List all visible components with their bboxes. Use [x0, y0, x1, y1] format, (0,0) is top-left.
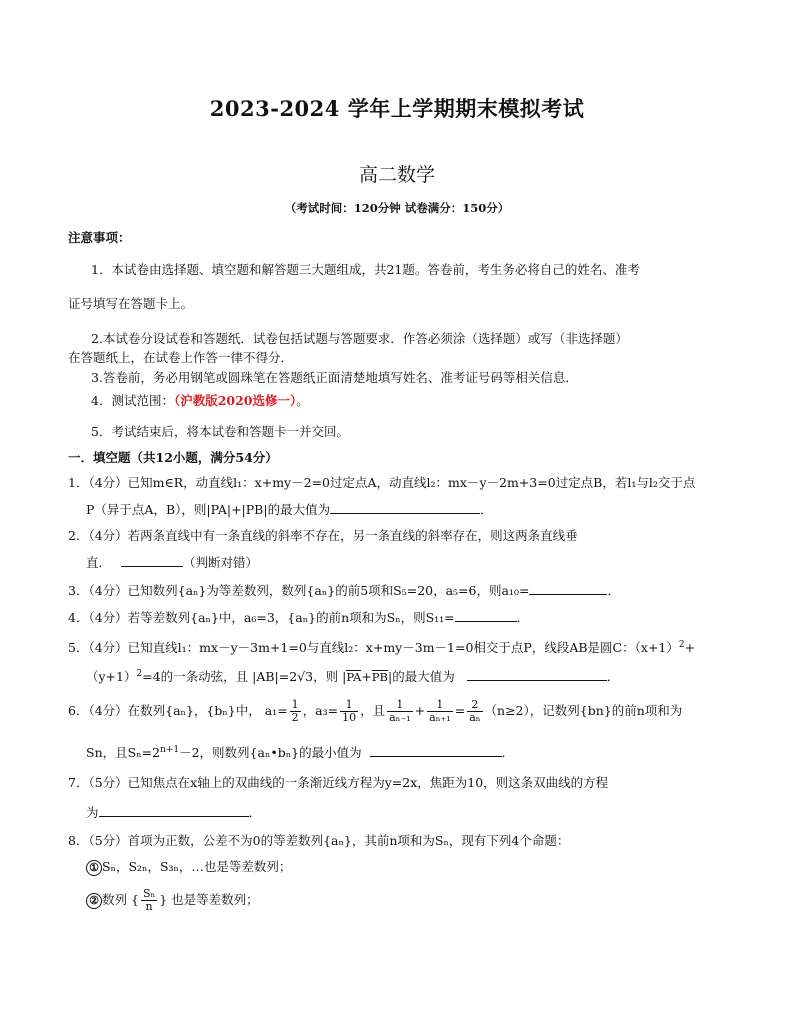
numerator: Sₙ: [142, 887, 156, 900]
denominator: aₙ: [469, 711, 481, 724]
numerator: 1: [340, 699, 358, 712]
q5-line-1: [68, 637, 695, 656]
exam-meta: （考试时间：120分钟 试卷满分：150分）: [284, 201, 510, 215]
vector-pb: PB: [371, 670, 388, 685]
q5-text: 5．（4分）已知直线l₁：mx－y－3m+1=0与直线l₂：x+my－3m－1=0相交于点P，线段AB是圆C：（x+1）: [68, 640, 679, 656]
q8-item-2: [86, 884, 259, 916]
answer-blank[interactable]: [99, 804, 249, 817]
superscript: n+1: [160, 745, 180, 755]
numerator: 1: [427, 699, 453, 712]
q3-text: 3．（4分）已知数列{aₙ}为等差数列，数列{aₙ}的前5项和S₅=20，a₅=6，则a₁₀=: [68, 583, 530, 598]
q8-line-1: 8．（5分）首项为正数，公差不为0的等差数列{aₙ}，其前n项和为Sₙ，现有下列4个命题：: [68, 833, 570, 848]
q3-line: [68, 582, 620, 599]
fraction: [427, 699, 453, 724]
q3-end: ．: [607, 583, 620, 598]
q8-item-1: [86, 859, 291, 876]
q4-end: ．: [516, 610, 530, 625]
section-heading: 一．填空题（共12小题，满分54分）: [68, 450, 278, 465]
q5-plus: +: [684, 640, 696, 656]
q2-hint: （判断对错）: [183, 555, 259, 570]
note-4-suffix: 。: [296, 393, 309, 408]
q6-plus: +: [414, 703, 426, 718]
q2-line-1: 2．（4分）若两条直线中有一条直线的斜率不存在，另一条直线的斜率存在，则这两条直线垂: [68, 528, 578, 543]
q4-line: [68, 609, 529, 626]
q6-formula: Sₙ=2: [127, 745, 161, 761]
fraction: [467, 699, 482, 724]
q5-text-b: =4的一条动弦，且 |AB|=2√3，则 |: [142, 669, 347, 685]
q5-line-2: [86, 666, 619, 685]
q6-end: ．: [501, 745, 515, 761]
vector-pa: PA: [346, 670, 362, 685]
q5-end: ．: [606, 669, 620, 685]
answer-blank[interactable]: [330, 501, 480, 514]
numerator: 1: [387, 699, 413, 712]
q6-text: 6．（4分）在数列{aₙ}，{bₙ}中，: [68, 703, 261, 718]
q7-line-2: [86, 804, 261, 821]
q7-line-1: 7．（5分）已知焦点在x轴上的双曲线的一条渐近线方程为y=2x，焦距为10，则这条双曲线的方程: [68, 775, 609, 790]
q6-text-end: （n≥2），记数列{bn}的前n项和为: [484, 703, 683, 718]
denominator: 10: [342, 711, 357, 724]
q7-end: ．: [248, 805, 262, 820]
q8-item-2-close: } 也是等差数列；: [159, 892, 259, 907]
q6-sn: Sn，且: [86, 745, 128, 761]
fraction: [340, 699, 358, 724]
q6-text-b: －2，则数列{aₙ•bₙ}的最小值为: [179, 745, 362, 761]
denominator: aₙ₋₁: [389, 711, 411, 724]
note-5: 5．考试结束后，将本试卷和答题卡一并交回。: [91, 424, 349, 439]
q2-text: 直．: [86, 555, 112, 570]
note-3: 3.答卷前，务必用钢笔或圆珠笔在答题纸正面清楚地填写姓名、准考证号码等相关信息．: [91, 370, 578, 385]
q8-item-2-open: 数列 {: [102, 892, 139, 907]
q1-end: ．: [480, 502, 493, 517]
answer-blank[interactable]: [370, 744, 502, 757]
q5-text-a: （y+1）: [86, 669, 137, 685]
note-4: [91, 393, 309, 409]
answer-blank[interactable]: [455, 609, 517, 622]
exam-subject: 高二数学: [358, 164, 435, 186]
q1-line-1: 1．（4分）已知m∈R，动直线l₁：x+my－2=0过定点A，动直线l₂：mx－y－2m+3=0过定点B，若l₁与l₂交于点: [68, 475, 696, 490]
note-1-line-2: 证号填写在答题卡上。: [68, 296, 194, 311]
item-marker: ①: [86, 860, 102, 876]
fraction: [141, 888, 157, 913]
answer-blank[interactable]: [121, 554, 183, 567]
q1-text: P（异于点A，B），则|PA|+|PB|的最大值为: [86, 502, 331, 517]
answer-blank[interactable]: [467, 668, 607, 681]
q8-item-1-text: Sₙ，S₂ₙ，S₃ₙ，…也是等差数列；: [102, 859, 292, 874]
q6-a1: a₁=: [264, 703, 288, 718]
q7-text: 为: [86, 805, 99, 820]
fraction: [387, 699, 413, 724]
numerator: 2: [467, 699, 482, 712]
denominator: aₙ₊₁: [429, 711, 451, 724]
q6-a3: ，a₃=: [302, 703, 339, 718]
fraction: [290, 699, 301, 724]
item-marker: ②: [86, 893, 102, 909]
note-1-line-1: 1．本试卷由选择题、填空题和解答题三大题组成，共21题。答卷前，考生务必将自己的姓名、准考: [91, 262, 640, 277]
answer-blank[interactable]: [529, 582, 607, 595]
note-2-line-2: 在答题纸上，在试卷上作答一律不得分．: [68, 350, 294, 365]
test-range: （沪教版2020选修一）: [173, 393, 297, 408]
q6-eq: =: [454, 703, 466, 718]
q4-text: 4．（4分）若等差数列{aₙ}中，a₆=3，{aₙ}的前n项和为Sₙ，则S₁₁=: [68, 610, 455, 625]
q6-and: ，且: [360, 703, 386, 718]
superscript: 2: [136, 669, 143, 679]
q6-line-1: [68, 696, 682, 726]
q6-line-2: [86, 742, 514, 761]
denominator: 2: [291, 711, 299, 724]
numerator: 1: [291, 698, 299, 711]
note-4-prefix: 4．测试范围：: [91, 393, 174, 408]
note-2-line-1: 2.本试卷分设试卷和答题纸．试卷包括试题与答题要求．作答必须涂（选择题）或写（非选择题）: [91, 331, 628, 346]
q1-line-2: [86, 501, 493, 518]
superscript: 2: [678, 640, 685, 650]
notes-heading: 注意事项：: [68, 230, 131, 245]
vector-plus: +: [361, 669, 372, 685]
q2-line-2: [86, 554, 258, 571]
exam-title: 2023-2024 学年上学期期末模拟考试: [209, 96, 585, 121]
q5-text-c: |的最大值为: [388, 669, 455, 685]
denominator: n: [145, 900, 153, 913]
